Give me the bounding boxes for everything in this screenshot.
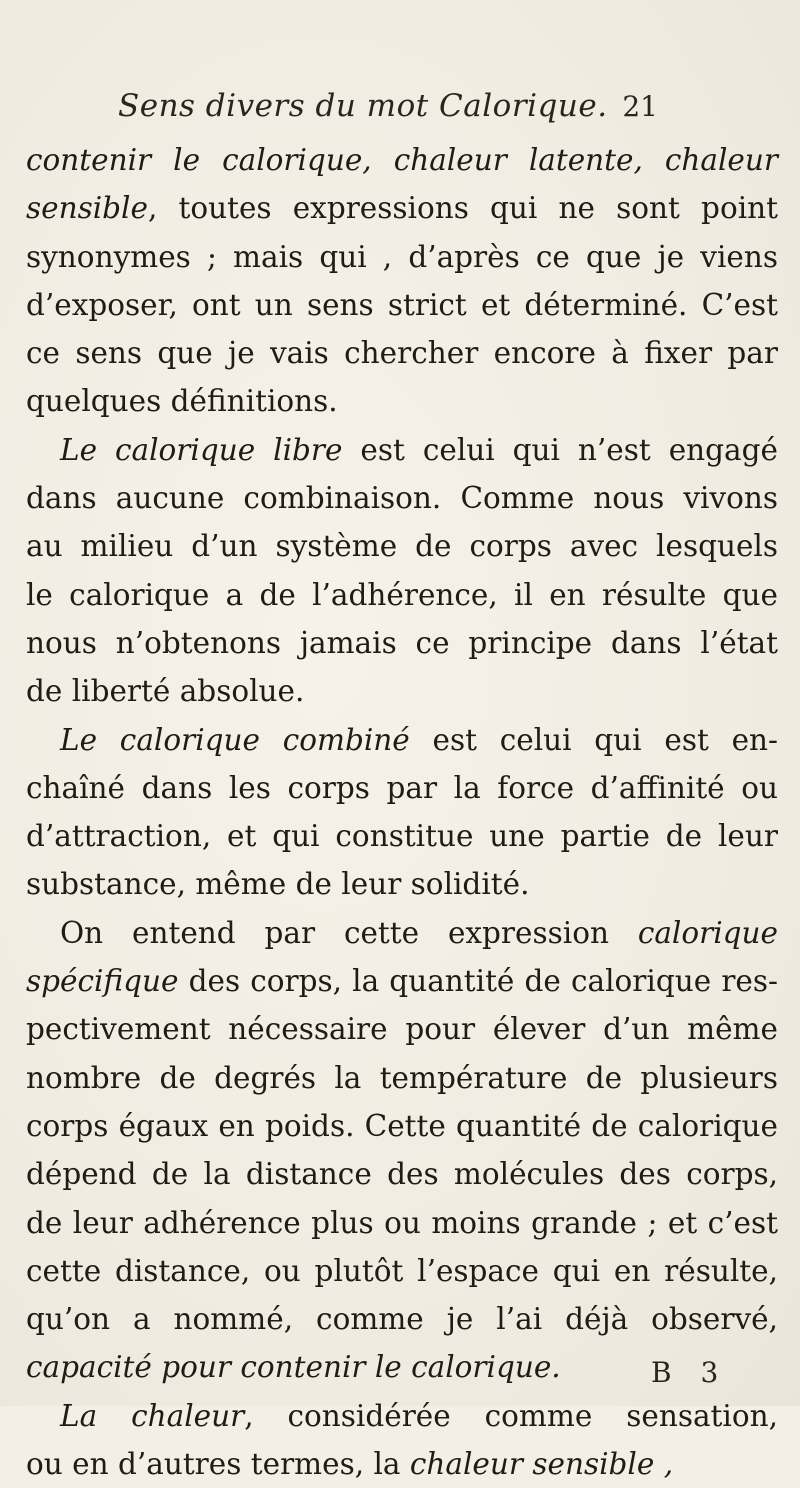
text-line <box>26 1199 786 1247</box>
roman-text: nous n’obtenons jamais ce principe dans l’état <box>26 625 778 660</box>
text-line <box>26 1392 786 1440</box>
italic-text: chaleur sensible , <box>409 1447 674 1482</box>
roman-text: des corps, la quantité de calorique res- <box>178 964 778 999</box>
roman-text: ce sens que je vais chercher encore à fixer par <box>26 336 778 371</box>
roman-text: qu’on a nommé, comme je l’ai déjà observé, <box>26 1302 778 1337</box>
text-line <box>26 909 786 957</box>
roman-text: le calorique a de l’adhérence, il en résulte que <box>26 577 778 612</box>
text-line <box>26 281 786 329</box>
roman-text: , toutes expressions qui ne sont point <box>147 191 778 226</box>
italic-text: contenir le calorique, chaleur latente, chaleur <box>26 143 778 177</box>
page-number: 21 <box>622 90 658 123</box>
text-line <box>26 1440 786 1488</box>
text-line <box>26 812 786 860</box>
roman-text: ou en d’autres termes, la <box>26 1447 410 1482</box>
italic-text: Le calorique combiné <box>60 722 410 757</box>
roman-text: substance, même de leur solidité. <box>26 867 530 902</box>
text-line <box>26 329 786 377</box>
roman-text: corps égaux en poids. Cette quantité de calorique <box>26 1108 778 1143</box>
text-line <box>26 860 786 908</box>
roman-text: dépend de la distance des molécules des corps, <box>26 1157 778 1192</box>
roman-text: pectivement nécessaire pour élever d’un même <box>26 1012 778 1047</box>
text-line <box>26 667 786 715</box>
italic-text: calorique <box>637 915 778 950</box>
roman-text: , considérée comme sensation, <box>244 1398 778 1433</box>
running-title: Sens divers du mot Calorique. <box>118 88 608 124</box>
running-head <box>118 88 658 128</box>
roman-text: est celui qui n’est engagé <box>342 432 778 467</box>
text-line <box>26 957 786 1005</box>
roman-text: d’attraction, et qui constitue une partie de leur <box>26 819 778 854</box>
roman-text: de liberté absolue. <box>26 674 305 709</box>
text-line <box>26 136 786 184</box>
text-line <box>26 184 786 232</box>
signature-mark: B 3 <box>651 1356 729 1389</box>
roman-text: quelques définitions. <box>26 384 338 419</box>
text-line <box>26 474 786 522</box>
text-line <box>26 1295 786 1343</box>
text-line <box>26 426 786 474</box>
text-line <box>26 377 786 425</box>
text-line <box>26 716 786 764</box>
italic-text: capacité pour contenir le calorique. <box>26 1350 561 1385</box>
text-line <box>26 1102 786 1150</box>
roman-text: au milieu d’un système de corps avec lesquels <box>26 529 778 564</box>
text-line <box>26 619 786 667</box>
roman-text: chaîné dans les corps par la force d’affinité ou <box>26 770 778 805</box>
italic-text: Le calorique libre <box>60 432 343 467</box>
text-line <box>26 233 786 281</box>
roman-text: On entend par cette expression <box>60 915 638 950</box>
italic-text: sensible <box>26 191 148 226</box>
body-text <box>26 136 786 1488</box>
roman-text: dans aucune combinaison. Comme nous vivons <box>26 481 778 516</box>
roman-text: de leur adhérence plus ou moins grande ; et c’est <box>26 1205 778 1240</box>
roman-text: cette distance, ou plutôt l’espace qui en résulte, <box>26 1253 778 1288</box>
roman-text: d’exposer, ont un sens strict et déterminé. C’est <box>26 287 778 322</box>
text-line <box>26 764 786 812</box>
italic-text: spécifique <box>26 964 179 999</box>
roman-text: nombre de degrés la température de plusieurs <box>26 1060 778 1095</box>
text-line <box>26 1005 786 1053</box>
roman-text: est celui qui est en- <box>409 722 778 757</box>
text-line <box>26 1150 786 1198</box>
text-line <box>26 522 786 570</box>
text-line <box>26 1054 786 1102</box>
text-line <box>26 571 786 619</box>
italic-text: La chaleur <box>60 1398 245 1433</box>
roman-text: synonymes ; mais qui , d’après ce que je viens <box>26 239 778 274</box>
text-line <box>26 1247 786 1295</box>
